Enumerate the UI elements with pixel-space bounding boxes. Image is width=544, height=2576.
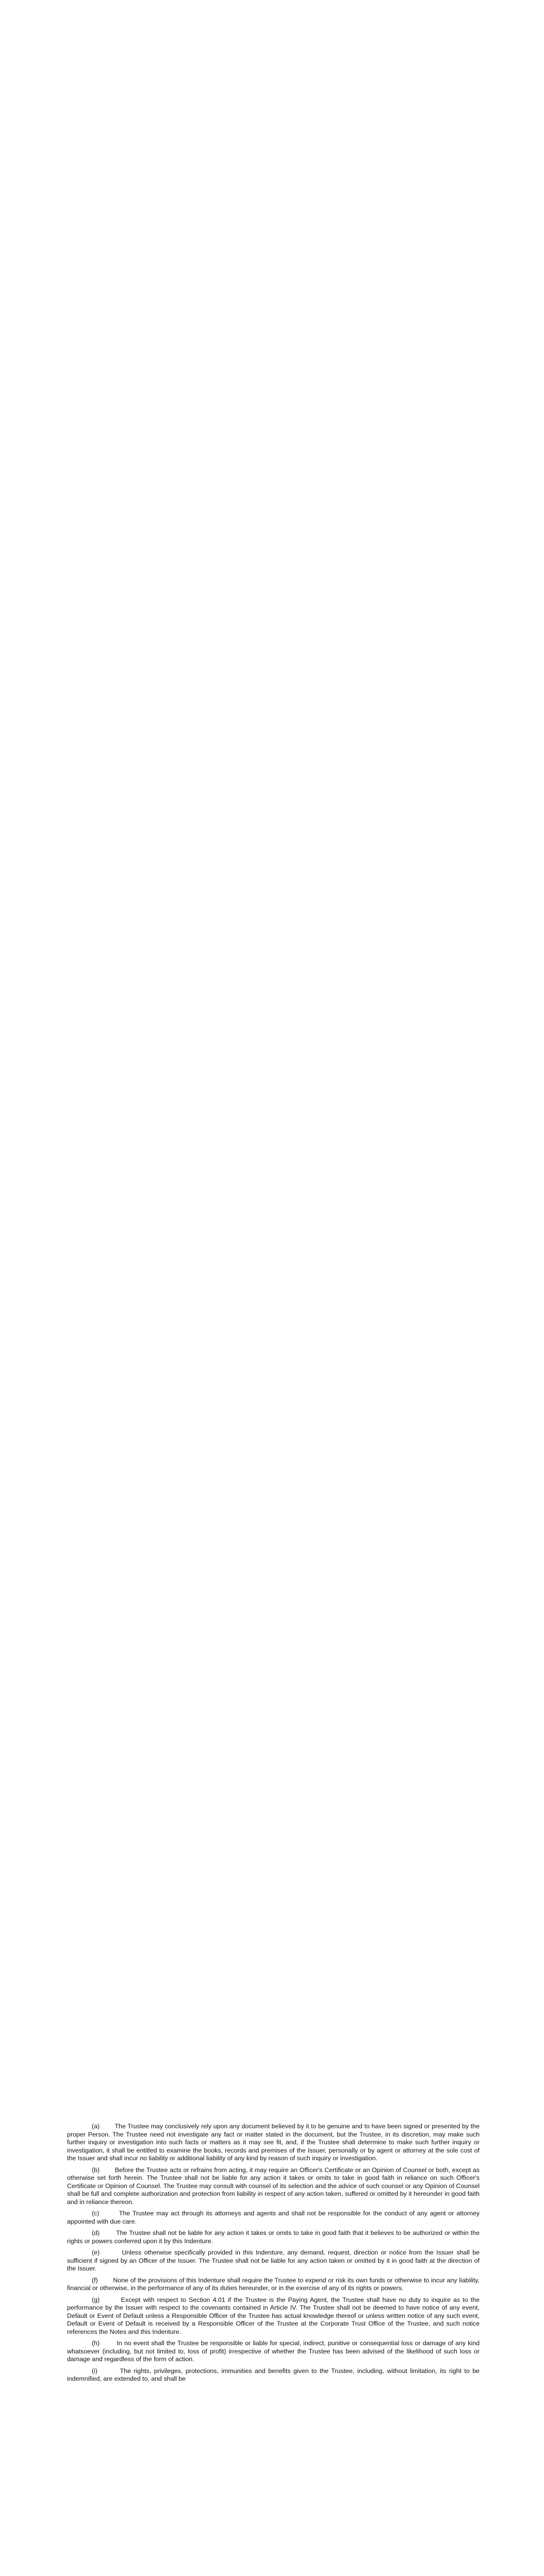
clause-label: (b) — [92, 2166, 100, 2174]
clause-paragraph — [67, 2249, 480, 2273]
clause-label: (i) — [92, 2367, 98, 2375]
clause-text: Unless otherwise specifically provided in this Indenture, any demand, request, direction or notice from the Issuer shall be sufficient if signed by an Officer of the Issuer. The Trustee shall not be liable for any action taken or omitted by it in good faith at the direction of the Issuer. — [67, 2249, 480, 2272]
clause-paragraph — [67, 2367, 480, 2383]
clause-paragraph — [67, 2296, 480, 2336]
clause-text: The rights, privileges, protections, immunities and benefits given to the Trustee, including, without limitation, its right to be indemnified, are extended to, and shall be — [67, 2367, 480, 2382]
clause-text: The Trustee shall not be liable for any action it takes or omits to take in good faith that it believes to be authorized or within the rights or powers conferred upon it by this Indenture. — [67, 2229, 480, 2245]
page-body — [67, 2123, 480, 2387]
clause-paragraph — [67, 2123, 480, 2163]
clause-text: The Trustee may act through its attorneys and agents and shall not be responsible for the conduct of any agent or attorney appointed with due care. — [67, 2210, 480, 2225]
clause-text: The Trustee may conclusively rely upon any document believed by it to be genuine and to have been signed or presented by the proper Person. The Trustee need not investigate any fact or matter stated in the document, but the Trustee, in its discretion, may make such further inquiry or investigation into such facts or matters as it may see fit, and, if the Trustee shall determine to make such further inquiry or investigation, it shall be entitled to examine the books, records and premises of the Issuer, personally or by agent or attorney at the sole cost of the Issuer and shall incur no liability or additional liability of any kind by reason of such inquiry or investigation. — [67, 2123, 480, 2162]
clause-paragraph — [67, 2166, 480, 2207]
clause-paragraph — [67, 2277, 480, 2293]
clause-text: In no event shall the Trustee be responsible or liable for special, indirect, punitive or consequential loss or damage of any kind whatsoever (including, but not limited to, loss of profit) irrespective of whether the Trustee has been advised of the likelihood of such loss or damage and regardless of the form of action. — [67, 2340, 480, 2363]
clause-label: (d) — [92, 2229, 100, 2236]
clause-paragraph — [67, 2340, 480, 2364]
clause-label: (c) — [92, 2210, 100, 2217]
clause-label: (e) — [92, 2249, 100, 2256]
clause-label: (g) — [92, 2296, 100, 2303]
clause-text: Before the Trustee acts or refrains from acting, it may require an Officer's Certificate or an Opinion of Counsel or both, except as otherwise set forth herein. The Trustee shall not be liable for any action it takes or omits to take in good faith in reliance on such Officer's Certificate or Opinion of Counsel. The Trustee may consult with counsel of its selection and the advice of such counsel or any Opinion of Counsel shall be full and complete authorization and protection from liability in respect of any action taken, suffered or omitted by it hereunder in good faith and in reliance thereon. — [67, 2166, 480, 2206]
clause-text: Except with respect to Section 4.01 if the Trustee is the Paying Agent, the Trustee shall have no duty to inquire as to the performance by the Issuer with respect to the covenants contained in Article IV. The Trustee shall not be deemed to have notice of any event, Default or Event of Default unless a Responsible Officer of the Trustee has actual knowledge thereof or unless written notice of any such event, Default or Event of Default is received by a Responsible Officer of the Trustee at the Corporate Trust Office of the Trustee, and such notice references the Notes and this Indenture. — [67, 2296, 480, 2335]
clause-label: (h) — [92, 2340, 100, 2347]
clause-label: (a) — [92, 2123, 100, 2130]
clause-text: None of the provisions of this Indenture shall require the Trustee to expend or risk its own funds or otherwise to incur any liability, financial or otherwise, in the performance of any of its duties hereunder, or in the exercise of any of its rights or powers. — [67, 2276, 480, 2292]
clause-paragraph — [67, 2210, 480, 2226]
clause-label: (f) — [92, 2276, 98, 2284]
clause-paragraph — [67, 2229, 480, 2245]
